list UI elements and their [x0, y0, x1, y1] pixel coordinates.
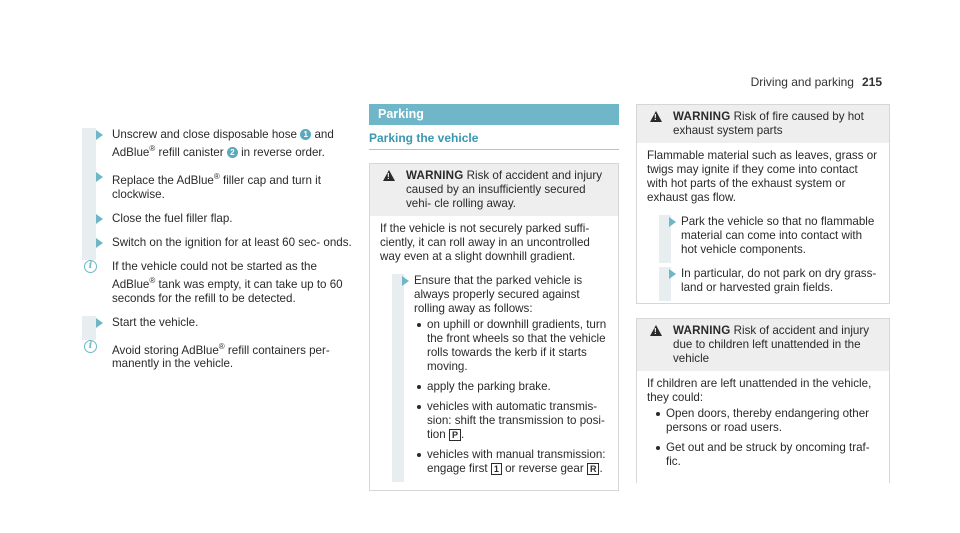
warning-step: Ensure that the parked vehicle is always properly secured against rolling away as follows: on uphill or downhill gradients, turn the front wheels so that the vehicle rolls towards the kerb if it starts moving. apply the parking brake. vehicles with automatic transmis- sion: shift the transmission to posi- tion P . vehicles with manual transmission: engage first 1 or reverse gear R .: [380, 274, 608, 476]
step-arrow-icon: [669, 217, 676, 227]
warning-box-children: [636, 318, 890, 483]
step-arrow-icon: [96, 172, 103, 182]
section-title: Parking: [369, 104, 619, 125]
list-item: on uphill or downhill gradients, turn the front wheels so that the vehicle rolls towards the kerb if it starts moving.: [414, 318, 608, 374]
warning-header: ! WARNING Risk of accident and injury caused by an insufficiently secured vehi- cle rolling away.: [370, 164, 618, 216]
subsection-title: Parking the vehicle: [369, 131, 619, 150]
warning-header: ! WARNING Risk of fire caused by hot exhaust system parts: [637, 105, 889, 143]
page-number: 215: [861, 75, 882, 89]
step-start-vehicle: Start the vehicle.: [82, 316, 352, 330]
warning-step: In particular, do not park on dry grass- land or harvested grain fields.: [647, 267, 879, 295]
left-column: [82, 128, 352, 381]
warning-box-parking: [369, 163, 619, 491]
gear-p-symbol: P: [449, 429, 461, 441]
running-header: [751, 75, 882, 89]
list-item: Open doors, thereby endangering other persons or road users.: [653, 407, 879, 435]
header-title: Driving and parking: [750, 75, 854, 89]
list-item: vehicles with manual transmission: engage first 1 or reverse gear R .: [414, 448, 608, 476]
gear-r-symbol: R: [587, 463, 600, 475]
warning-triangle-icon: [650, 111, 662, 122]
warning-header: ! WARNING Risk of accident and injury due to children left unattended in the vehicle: [637, 319, 889, 371]
step-replace-cap: Replace the AdBlue® filler cap and turn it clockwise.: [82, 170, 352, 202]
warning-body: Flammable material such as leaves, grass or twigs may ignite if they come into contact with hot parts of the exhaust system or exhaust gas flow. Park the vehicle so that no flammable material can come into contact with hot vehicle components. In particular, do not park on dry grass- land or harvested grain fields.: [637, 143, 889, 303]
list-item: vehicles with automatic transmis- sion: shift the transmission to posi- tion P .: [414, 400, 608, 442]
step-arrow-icon: [669, 269, 676, 279]
list-item: apply the parking brake.: [414, 380, 608, 394]
warning-body: If children are left unattended in the vehicle, they could: Open doors, thereby endangering other persons or road users. Get out and be struck by oncoming traf- fic.: [637, 371, 889, 483]
step-arrow-icon: [402, 276, 409, 286]
note-refill-detection: i If the vehicle could not be started as the AdBlue® tank was empty, it can take up to 60 seconds for the refill to be detected.: [82, 260, 352, 306]
warning-step: Park the vehicle so that no flammable material can come into contact with hot vehicle components.: [647, 215, 879, 257]
step-arrow-icon: [96, 318, 103, 328]
step-close-flap: Close the fuel filler flap.: [82, 212, 352, 226]
warning-box-fire: [636, 104, 890, 304]
step-switch-ignition: Switch on the ignition for at least 60 sec- onds.: [82, 236, 352, 250]
bullet-list: [653, 407, 879, 469]
step-arrow-icon: [96, 214, 103, 224]
info-icon: i: [84, 260, 97, 273]
callout-2: 2: [227, 147, 238, 158]
warning-triangle-icon: [650, 325, 662, 336]
step-arrow-icon: [96, 238, 103, 248]
right-column: [636, 104, 890, 483]
step-unscrew-hose: Unscrew and close disposable hose 1 and AdBlue® refill canister 2 in reverse order.: [82, 128, 352, 160]
step-arrow-icon: [96, 130, 103, 140]
middle-column: [369, 104, 619, 491]
warning-triangle-icon: [383, 170, 395, 181]
info-icon: i: [84, 340, 97, 353]
note-avoid-storing: i Avoid storing AdBlue® refill containers per- manently in the vehicle.: [82, 340, 352, 372]
bullet-list: [414, 318, 608, 476]
gear-1-symbol: 1: [491, 463, 502, 475]
list-item: Get out and be struck by oncoming traf- fic.: [653, 441, 879, 469]
warning-body: If the vehicle is not securely parked suffi- ciently, it can roll away in an uncontrolled way even at a slight downhill gradient. Ensure that the parked vehicle is always properly secured against rolling away as follows: on uphill or downhill gradients, turn the front wheels so that the vehicle rolls towards the kerb if it starts moving. apply the parking brake. vehicles with automatic transmis- sion: shift the transmission to posi- tion P . vehicles with manual transmission: engage first 1 or reverse gear R .: [370, 216, 618, 490]
callout-1: 1: [300, 129, 311, 140]
